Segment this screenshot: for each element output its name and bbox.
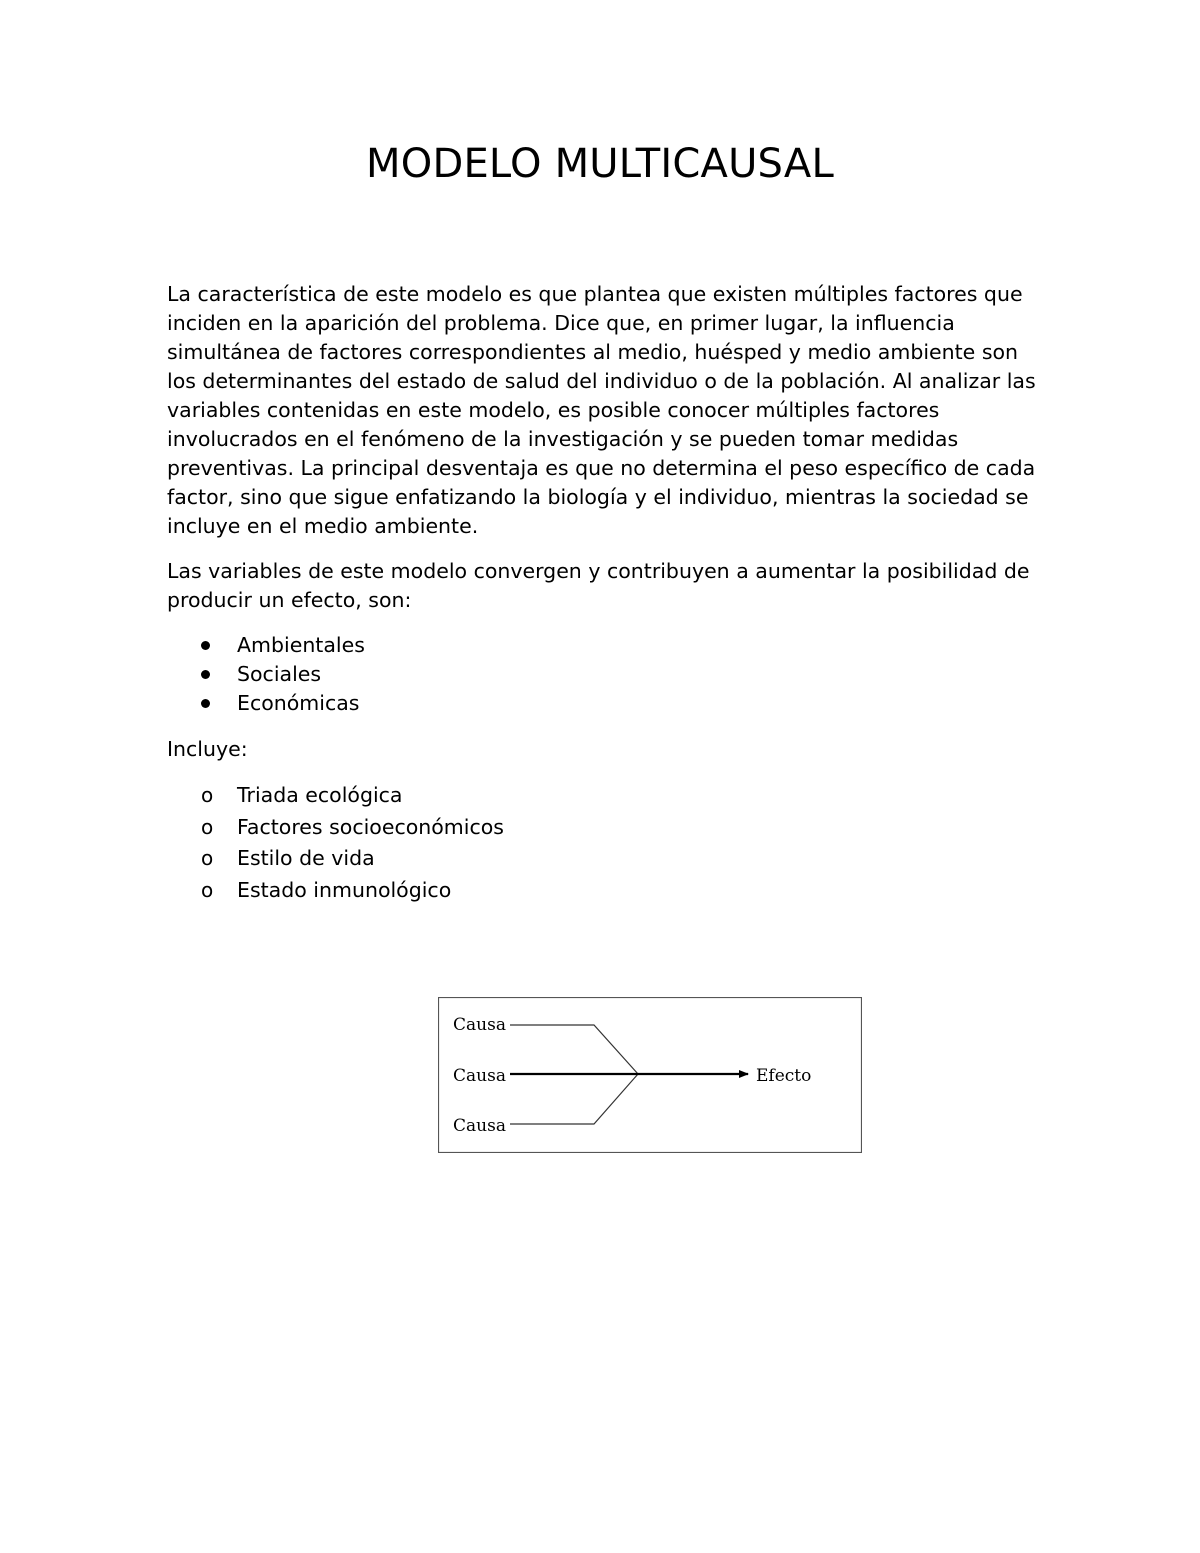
list-item: o Estado inmunológico (167, 875, 1047, 907)
circle-bullet-icon: o (201, 814, 214, 839)
includes-label: Incluye: (167, 737, 248, 761)
intro-paragraph: La característica de este modelo es que plantea que existen múltiples factores que inciden en la aparición del problema. Dice que, en primer lugar, la influencia simultánea de factores correspondientes al medio, huésped y medio ambiente son los determinantes del estado de salud del individuo o de la población. Al analizar las variables contenidas en este modelo, es posible conocer múltiples factores involucrados en el fenómeno de la investigación y se pueden tomar medidas preventivas. La principal desventaja es que no determina el peso específico de cada factor, sino que sigue enfatizando la biología y el individuo, mientras la sociedad se incluye en el medio ambiente. (167, 282, 1036, 538)
circle-bullet-icon: o (201, 877, 214, 902)
cause-label-bottom: Causa (453, 1116, 506, 1136)
circle-bullet-icon: o (201, 783, 214, 807)
cause-label-middle: Causa (453, 1066, 506, 1086)
bullet-icon (201, 699, 210, 708)
bullet-icon (201, 670, 210, 679)
variables-paragraph: Las variables de este modelo convergen y contribuyen a aumentar la posibilidad de producir un efecto, son: (167, 559, 1030, 612)
cause-label-top: Causa (453, 1015, 506, 1035)
list-item: o Estilo de vida (167, 843, 1047, 875)
bullet-icon (201, 641, 210, 650)
effect-label: Efecto (756, 1066, 812, 1086)
variables-list (167, 631, 1047, 718)
causal-diagram (438, 997, 862, 1153)
list-item: o Triada ecológica (167, 780, 1047, 812)
includes-list (167, 780, 1047, 906)
list-item: Sociales (167, 660, 1047, 689)
causal-diagram-svg (438, 997, 862, 1153)
list-item: Económicas (167, 689, 1047, 718)
list-item: o Factores socioeconómicos (167, 812, 1047, 844)
document-title: MODELO MULTICAUSAL (366, 141, 834, 187)
list-item: Ambientales (167, 631, 1047, 660)
circle-bullet-icon: o (201, 846, 214, 870)
